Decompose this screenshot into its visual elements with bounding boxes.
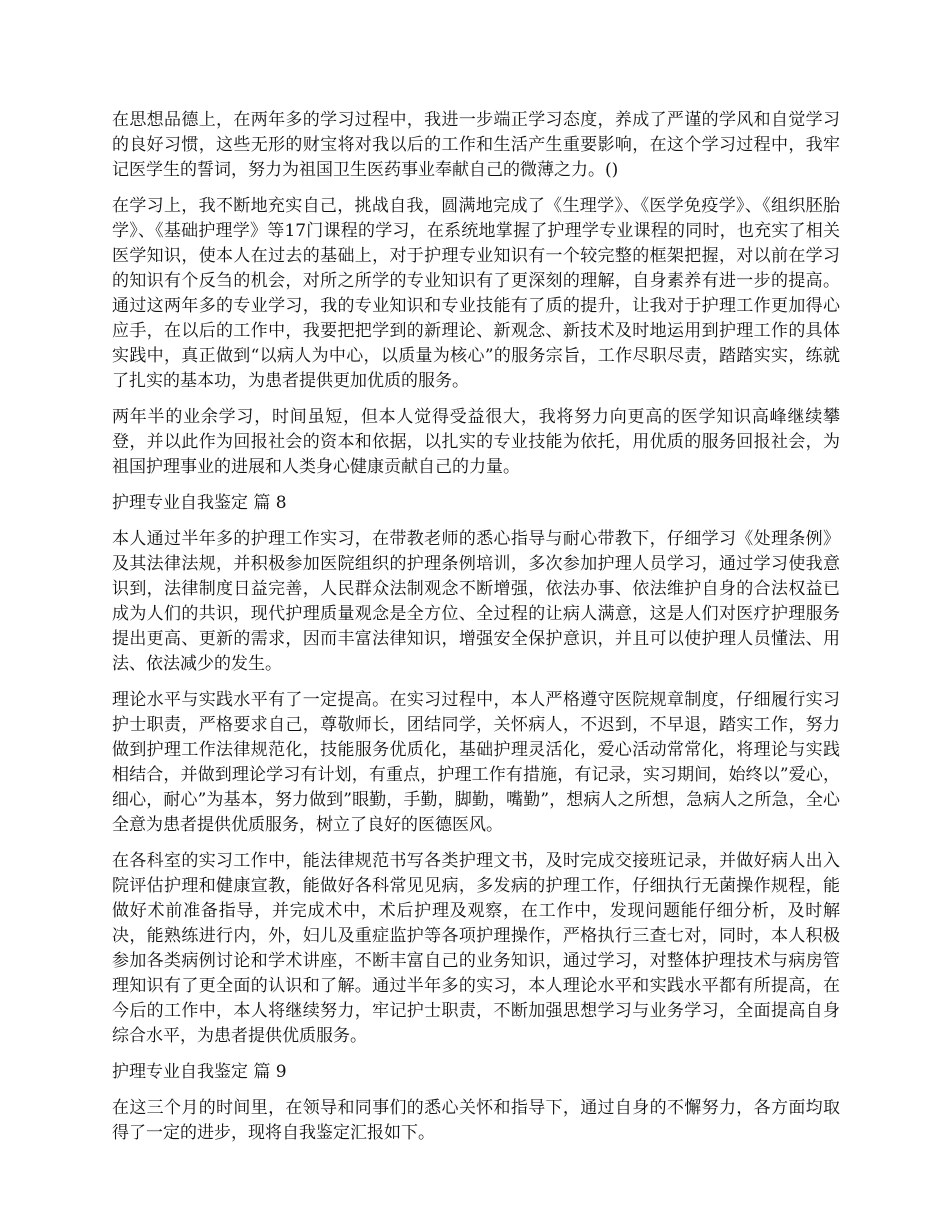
paragraph-department-work: 在各科室的实习工作中，能法律规范书写各类护理文书，及时完成交接班记录，并做好病人出入院评估护理和健康宣教，能做好各科常见见病，多发病的护理工作，仔细执行无菌操作规程，能做好术前准备指导，并完成术中，术后护理及观察，在工作中，发现问题能仔细分析，及时解决，能熟练进行内，外，妇儿及重症监护等各项护理操作，严格执行三查七对，同时，本人积极参加各类病例讨论和学术讲座，不断丰富自己的业务知识，通过学习，对整体护理技术与病房管理知识有了更全面的认识和了解。通过半年多的实习，本人理论水平和实践水平都有所提高，在今后的工作中，本人将继续努力，牢记护士职责，不断加强思想学习与业务学习，全面提高自身综合水平，为患者提供优质服务。 — [112, 851, 840, 1046]
paragraph-part-time-study: 两年半的业余学习，时间虽短，但本人觉得受益很大，我将努力向更高的医学知识高峰继续攀登，并以此作为回报社会的资本和依据，以扎实的专业技能为依托，用优质的服务回报社会，为祖国护理事业的进展和人类身心健康贡献自己的力量。 — [112, 407, 840, 477]
document-body — [112, 108, 840, 1157]
paragraph-moral-character: 在思想品德上，在两年多的学习过程中，我进一步端正学习态度，养成了严谨的学风和自觉学习的良好习惯，这些无形的财宝将对我以后的工作和生活产生重要影响，在这个学习过程中，我牢记医学生的誓词，努力为祖国卫生医药事业奉献自己的微薄之力。() — [112, 110, 840, 180]
paragraph-study: 在学习上，我不断地充实自己，挑战自我，圆满地完成了《生理学》、《医学免疫学》、《组织胚胎学》、《基础护理学》等17门课程的学习，在系统地掌握了护理学专业课程的同时，也充实了相关医学知识，使本人在过去的基础上，对于护理专业知识有一个较完整的框架把握，对以前在学习的知识有个反刍的机会，对所之所学的专业知识有了更深刻的理解，自身素养有进一步的提高。通过这两年多的专业学习，我的专业知识和专业技能有了质的提升，让我对于护理工作更加得心应手，在以后的工作中，我要把把学到的新理论、新观念、新技术及时地运用到护理工作的具体实践中，真正做到“以病人为中心，以质量为核心”的服务宗旨，工作尽职尽责，踏踏实实，练就了扎实的基本功，为患者提供更加优质的服务。 — [112, 196, 840, 391]
paragraph-three-months: 在这三个月的时间里，在领导和同事们的悉心关怀和指导下，通过自身的不懈努力，各方面均取得了一定的进步，现将自我鉴定汇报如下。 — [112, 1098, 840, 1143]
paragraph-internship-law: 本人通过半年多的护理工作实习，在带教老师的悉心指导与耐心带教下，仔细学习《处理条例》及其法律法规，并积极参加医院组织的护理条例培训，多次参加护理人员学习，通过学习使我意识到，法律制度日益完善，人民群众法制观念不断增强，依法办事、依法维护自身的合法权益已成为人们的共识，现代护理质量观念是全方位、全过程的让病人满意，这是人们对医疗护理服务提出更高、更新的需求，因而丰富法律知识，增强安全保护意识，并且可以使护理人员懂法、用法、依法减少的发生。 — [112, 529, 840, 674]
section-heading-9: 护理专业自我鉴定 篇 9 — [112, 1062, 287, 1082]
paragraph-theory-practice: 理论水平与实践水平有了一定提高。在实习过程中，本人严格遵守医院规章制度，仔细履行实习护士职责，严格要求自己，尊敬师长，团结同学，关怀病人，不迟到，不早退，踏实工作，努力做到护理工作法律规范化，技能服务优质化，基础护理灵活化，爱心活动常常化，将理论与实践相结合，并做到理论学习有计划，有重点，护理工作有措施，有记录，实习期间，始终以”爱心，细心，耐心”为基本，努力做到”眼勤，手勤，脚勤，嘴勤”，想病人之所想，急病人之所急，全心全意为患者提供优质服务，树立了良好的医德医风。 — [112, 690, 840, 835]
section-heading-8: 护理专业自我鉴定 篇 8 — [112, 493, 287, 513]
